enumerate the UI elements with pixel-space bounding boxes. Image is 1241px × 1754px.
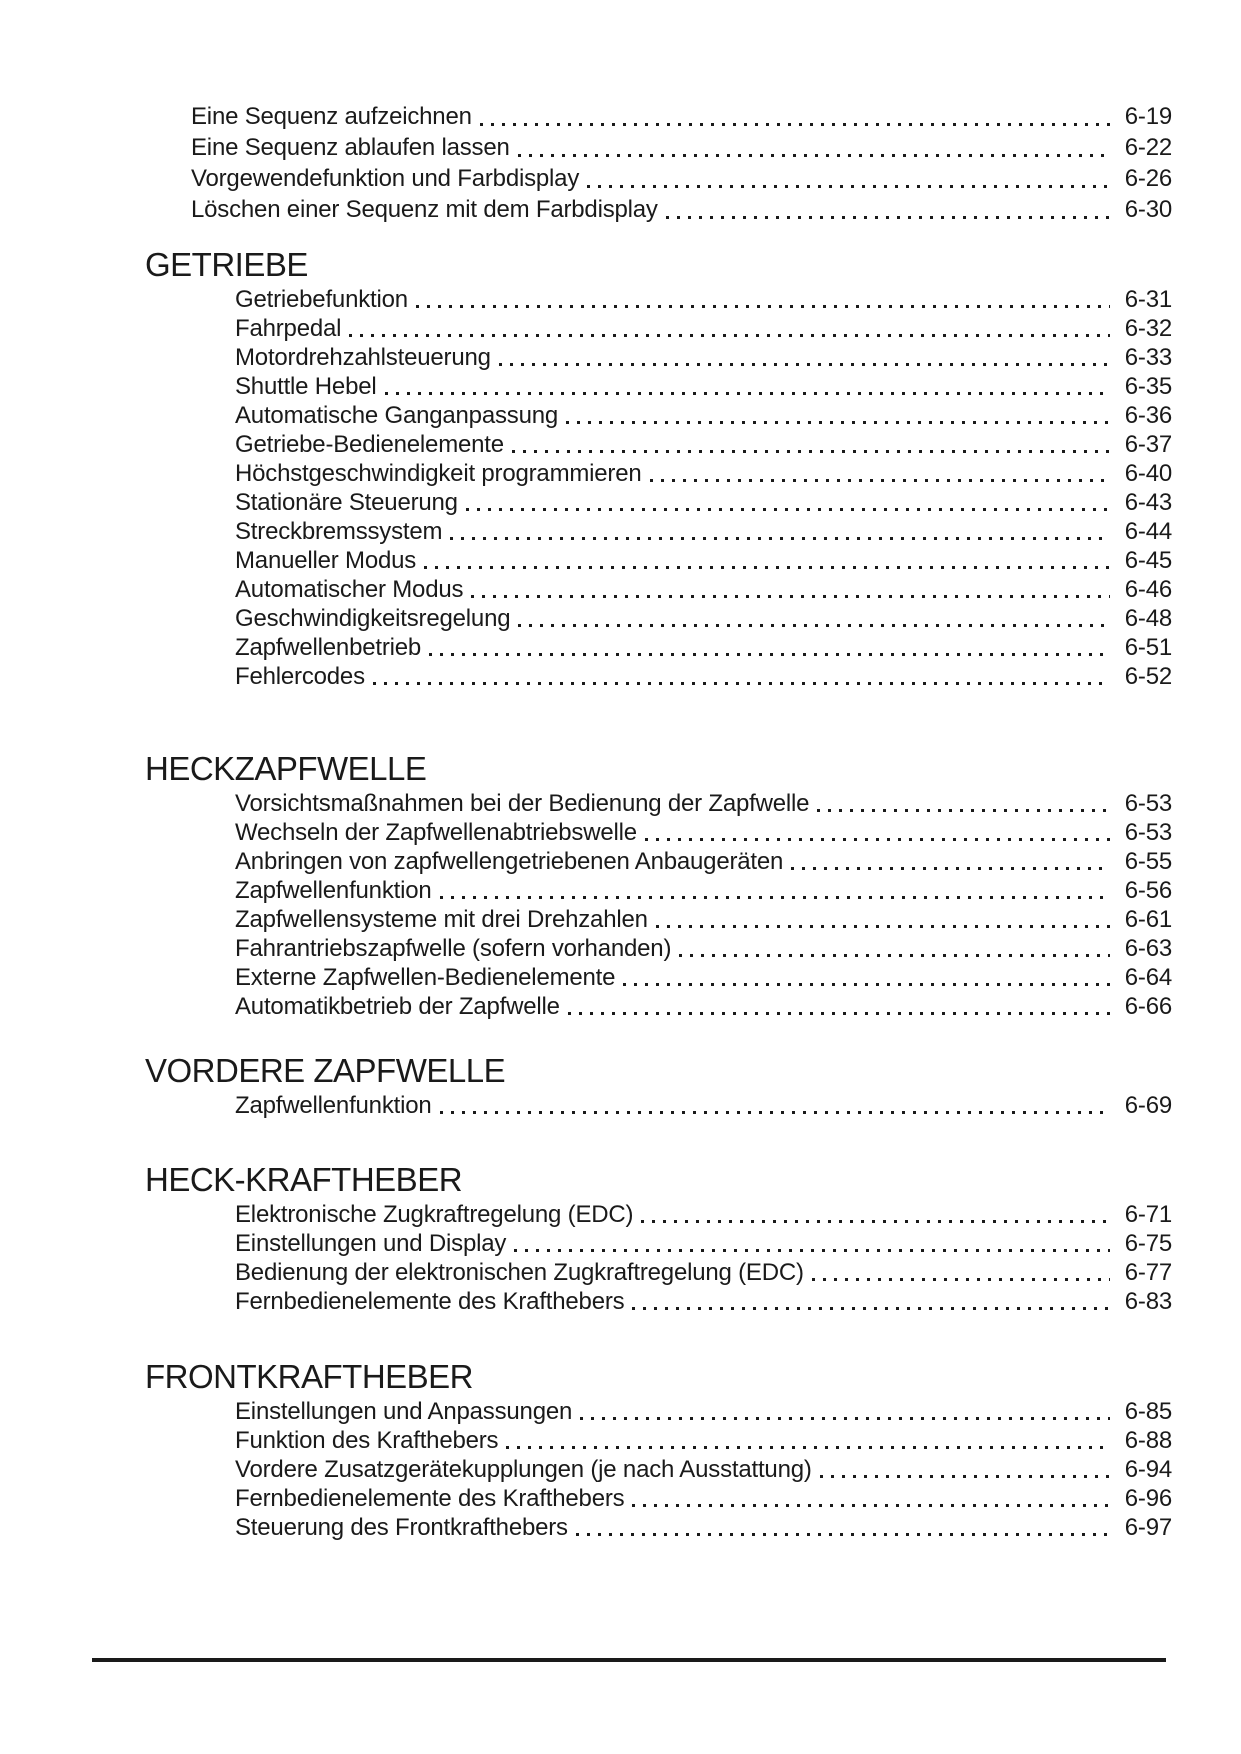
toc-entry-title: Zapfwellensysteme mit drei Drehzahlen [235, 906, 648, 933]
dot-leader [580, 1417, 1110, 1420]
toc-entry [235, 847, 1172, 876]
toc-entry-title: Vordere Zusatzgerätekupplungen (je nach Ausstattung) [235, 1456, 812, 1483]
toc-entry [235, 372, 1172, 401]
toc-entry-title: Bedienung der elektronischen Zugkraftregelung (EDC) [235, 1259, 804, 1286]
toc-entry [235, 1455, 1172, 1484]
dot-leader [632, 1307, 1110, 1310]
dot-leader [499, 363, 1110, 366]
toc-entry-page-number: 6-96 [1124, 1485, 1172, 1512]
dot-leader [518, 624, 1110, 627]
toc-entry [235, 1200, 1172, 1229]
toc-entry-page-number: 6-69 [1124, 1092, 1172, 1119]
toc-entry-title: Fernbedienelemente des Krafthebers [235, 1288, 625, 1315]
dot-leader [641, 1220, 1110, 1223]
toc-entry-title: Einstellungen und Display [235, 1230, 507, 1257]
toc-entry-title: Zapfwellenfunktion [235, 1092, 432, 1119]
toc-entry-page-number: 6-19 [1124, 103, 1172, 130]
toc-entry-page-number: 6-30 [1124, 196, 1172, 223]
dot-leader [679, 954, 1110, 957]
dot-leader [812, 1278, 1110, 1281]
toc-entry-page-number: 6-45 [1124, 547, 1172, 574]
toc-entry-page-number: 6-40 [1124, 460, 1172, 487]
toc-entry-page-number: 6-66 [1124, 993, 1172, 1020]
toc-entry-page-number: 6-55 [1124, 848, 1172, 875]
toc-entry-title: Einstellungen und Anpassungen [235, 1398, 573, 1425]
dot-leader [576, 1533, 1110, 1536]
toc-section-heading: VORDERE ZAPFWELLE [145, 1052, 506, 1089]
dot-leader [424, 566, 1110, 569]
toc-entry [235, 633, 1172, 662]
toc-entry-page-number: 6-71 [1124, 1201, 1172, 1228]
toc-entry [235, 662, 1172, 691]
toc-entry-title: Getriebefunktion [235, 286, 408, 313]
dot-leader [587, 185, 1110, 188]
toc-entry-page-number: 6-43 [1124, 489, 1172, 516]
dot-leader [514, 1249, 1110, 1252]
toc-entry [235, 1484, 1172, 1513]
toc-entry-page-number: 6-22 [1124, 134, 1172, 161]
toc-entry-title: Zapfwellenfunktion [235, 877, 432, 904]
toc-entry-title: Manueller Modus [235, 547, 417, 574]
toc-entry-title: Anbringen von zapfwellengetriebenen Anbaugeräten [235, 848, 784, 875]
toc-entry-page-number: 6-56 [1124, 877, 1172, 904]
toc-entry-title: Geschwindigkeitsregelung [235, 605, 511, 632]
dot-leader [568, 1012, 1110, 1015]
toc-entry-page-number: 6-33 [1124, 344, 1172, 371]
footer-rule [92, 1658, 1166, 1662]
toc-entry-title: Automatikbetrieb der Zapfwelle [235, 993, 560, 1020]
dot-leader [416, 305, 1110, 308]
dot-leader [466, 508, 1110, 511]
toc-entry-title: Fahrantriebszapfwelle (sofern vorhanden) [235, 935, 672, 962]
toc-entry [235, 1513, 1172, 1542]
dot-leader [645, 838, 1110, 841]
dot-leader [429, 653, 1110, 656]
dot-leader [817, 809, 1110, 812]
toc-entry [235, 546, 1172, 575]
toc-entry [235, 401, 1172, 430]
toc-entry [235, 604, 1172, 633]
dot-leader [349, 334, 1110, 337]
toc-entry-page-number: 6-61 [1124, 906, 1172, 933]
toc-entry [235, 488, 1172, 517]
toc-entry [235, 1397, 1172, 1426]
toc-entry-title: Streckbremssystem [235, 518, 443, 545]
toc-entry [235, 343, 1172, 372]
toc-entry-title: Vorgewendefunktion und Farbdisplay [191, 165, 580, 192]
dot-leader [440, 896, 1110, 899]
toc-entry-page-number: 6-35 [1124, 373, 1172, 400]
toc-entry-title: Eine Sequenz aufzeichnen [191, 103, 472, 130]
toc-entry-page-number: 6-94 [1124, 1456, 1172, 1483]
toc-entry-page-number: 6-88 [1124, 1427, 1172, 1454]
toc-entry-title: Fahrpedal [235, 315, 342, 342]
toc-entry [191, 101, 1172, 132]
toc-entry-title: Externe Zapfwellen-Bedienelemente [235, 964, 616, 991]
toc-entry [235, 459, 1172, 488]
toc-entry-title: Stationäre Steuerung [235, 489, 458, 516]
toc-entry [191, 132, 1172, 163]
toc-section-heading: HECKZAPFWELLE [145, 750, 427, 787]
toc-entry-title: Steuerung des Frontkrafthebers [235, 1514, 568, 1541]
toc-entry [191, 163, 1172, 194]
dot-leader [656, 925, 1110, 928]
dot-leader [385, 392, 1111, 395]
toc-entry-page-number: 6-48 [1124, 605, 1172, 632]
toc-entry-title: Zapfwellenbetrieb [235, 634, 422, 661]
toc-entry [235, 1287, 1172, 1316]
toc-entry [235, 285, 1172, 314]
toc-entry [235, 1426, 1172, 1455]
toc-section-heading: GETRIEBE [145, 246, 308, 283]
toc-entry-title: Motordrehzahlsteuerung [235, 344, 491, 371]
dot-leader [518, 154, 1110, 157]
toc-entry-page-number: 6-44 [1124, 518, 1172, 545]
toc-entry-page-number: 6-97 [1124, 1514, 1172, 1541]
toc-entry-title: Automatischer Modus [235, 576, 464, 603]
toc-entry-page-number: 6-46 [1124, 576, 1172, 603]
toc-entry [235, 314, 1172, 343]
dot-leader [512, 450, 1110, 453]
toc-entry-title: Fernbedienelemente des Krafthebers [235, 1485, 625, 1512]
toc-entry-title: Höchstgeschwindigkeit programmieren [235, 460, 642, 487]
dot-leader [480, 123, 1110, 126]
toc-entry [235, 789, 1172, 818]
toc-entry [235, 517, 1172, 546]
dot-leader [373, 682, 1110, 685]
toc-entry-title: Funktion des Krafthebers [235, 1427, 499, 1454]
toc-entry-title: Wechseln der Zapfwellenabtriebswelle [235, 819, 637, 846]
toc-entry [235, 963, 1172, 992]
toc-entry-page-number: 6-77 [1124, 1259, 1172, 1286]
dot-leader [666, 216, 1110, 219]
toc-entry [235, 1258, 1172, 1287]
toc-entry [235, 430, 1172, 459]
dot-leader [791, 867, 1110, 870]
toc-section-heading: HECK-KRAFTHEBER [145, 1161, 463, 1198]
dot-leader [440, 1111, 1110, 1114]
toc-entry-page-number: 6-51 [1124, 634, 1172, 661]
toc-entry [235, 818, 1172, 847]
dot-leader [650, 479, 1110, 482]
toc-entry-page-number: 6-53 [1124, 790, 1172, 817]
toc-entry [235, 905, 1172, 934]
toc-entry-page-number: 6-52 [1124, 663, 1172, 690]
toc-entry-page-number: 6-85 [1124, 1398, 1172, 1425]
toc-entry [235, 575, 1172, 604]
toc-entry [235, 934, 1172, 963]
toc-entry [235, 1091, 1172, 1120]
toc-entry-title: Getriebe-Bedienelemente [235, 431, 504, 458]
dot-leader [623, 983, 1110, 986]
toc-entry-title: Löschen einer Sequenz mit dem Farbdisplay [191, 196, 658, 223]
toc-entry-title: Fehlercodes [235, 663, 365, 690]
toc-entry-page-number: 6-64 [1124, 964, 1172, 991]
toc-entry-page-number: 6-32 [1124, 315, 1172, 342]
toc-entry-title: Elektronische Zugkraftregelung (EDC) [235, 1201, 634, 1228]
dot-leader [566, 421, 1110, 424]
dot-leader [820, 1475, 1110, 1478]
toc-entry-page-number: 6-37 [1124, 431, 1172, 458]
toc-entry [235, 876, 1172, 905]
table-of-contents [0, 101, 1172, 1542]
toc-entry-title: Automatische Ganganpassung [235, 402, 559, 429]
toc-entry [235, 1229, 1172, 1258]
toc-entry-page-number: 6-26 [1124, 165, 1172, 192]
dot-leader [450, 537, 1110, 540]
toc-entry-title: Shuttle Hebel [235, 373, 377, 400]
toc-entry [235, 992, 1172, 1021]
dot-leader [632, 1504, 1110, 1507]
dot-leader [471, 595, 1110, 598]
toc-entry [191, 194, 1172, 225]
toc-entry-page-number: 6-83 [1124, 1288, 1172, 1315]
toc-entry-title: Eine Sequenz ablaufen lassen [191, 134, 510, 161]
toc-entry-page-number: 6-36 [1124, 402, 1172, 429]
toc-entry-page-number: 6-75 [1124, 1230, 1172, 1257]
dot-leader [506, 1446, 1110, 1449]
toc-section-heading: FRONTKRAFTHEBER [145, 1358, 474, 1395]
toc-entry-page-number: 6-31 [1124, 286, 1172, 313]
toc-entry-title: Vorsichtsmaßnahmen bei der Bedienung der Zapfwelle [235, 790, 810, 817]
toc-entry-page-number: 6-63 [1124, 935, 1172, 962]
toc-entry-page-number: 6-53 [1124, 819, 1172, 846]
